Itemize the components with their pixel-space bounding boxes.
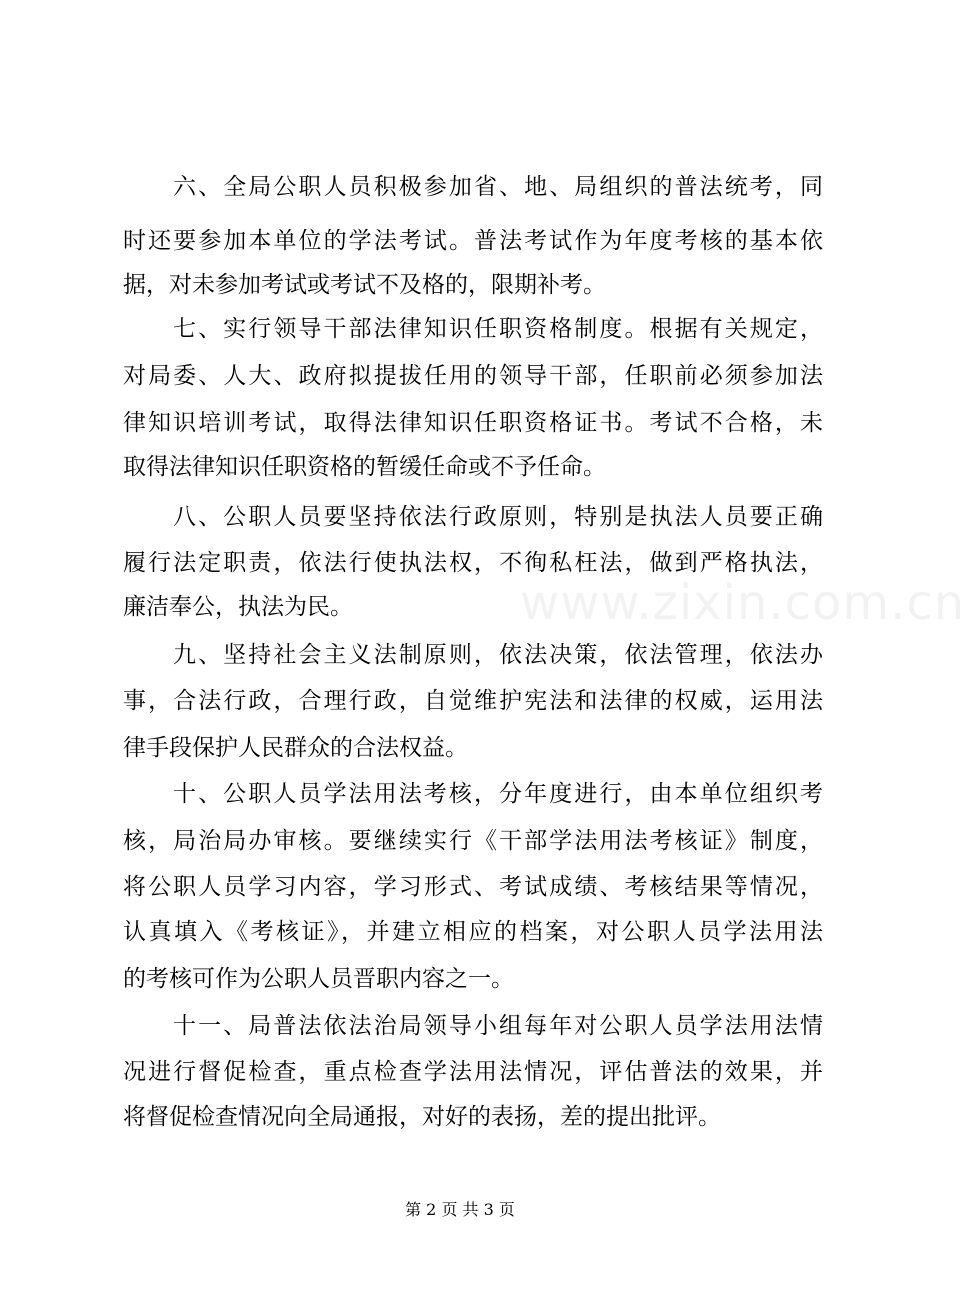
paragraph-line: 事，合法行政，合理行政，自觉维护宪法和法律的权威，运用法 bbox=[123, 688, 823, 714]
paragraph-line: 核，局治局办审核。要继续实行《干部学法用法考核证》制度， bbox=[123, 828, 823, 854]
watermark: www.zixin.com.cn bbox=[520, 575, 965, 631]
paragraph-line: 十、公职人员学法用法考核，分年度进行，由本单位组织考 bbox=[173, 781, 823, 807]
paragraph-line: 认真填入《考核证》，并建立相应的档案，对公职人员学法用法 bbox=[123, 919, 823, 945]
paragraph-line: 据，对未参加考试或考试不及格的，限期补考。 bbox=[123, 272, 606, 298]
paragraph-line: 十一、局普法依法治局领导小组每年对公职人员学法用法情 bbox=[173, 1013, 823, 1039]
paragraph-line: 况进行督促检查，重点检查学法用法情况，评估普法的效果，并 bbox=[123, 1059, 823, 1085]
paragraph-line: 履行法定职责，依法行使执法权，不徇私枉法，做到严格执法， bbox=[123, 550, 823, 576]
paragraph-line: 六、全局公职人员积极参加省、地、局组织的普法统考，同 bbox=[173, 174, 823, 200]
paragraph-line: 的考核可作为公职人员晋职内容之一。 bbox=[123, 966, 514, 992]
paragraph-line: 九、坚持社会主义法制原则，依法决策，依法管理，依法办 bbox=[173, 642, 823, 668]
paragraph-line: 律手段保护人民群众的合法权益。 bbox=[123, 735, 468, 761]
paragraph-line: 八、公职人员要坚持依法行政原则，特别是执法人员要正确 bbox=[173, 504, 823, 530]
paragraph-line: 将督促检查情况向全局通报，对好的表扬，差的提出批评。 bbox=[123, 1104, 721, 1130]
paragraph-line: 取得法律知识任职资格的暂缓任命或不予任命。 bbox=[123, 454, 606, 480]
paragraph-line: 廉洁奉公，执法为民。 bbox=[123, 594, 353, 620]
page-footer: 第 2 页 共 3 页 bbox=[405, 1200, 515, 1219]
paragraph-line: 对局委、人大、政府拟提拔任用的领导干部，任职前必须参加法 bbox=[123, 363, 823, 389]
paragraph-line: 将公职人员学习内容，学习形式、考试成绩、考核结果等情况， bbox=[123, 874, 823, 900]
paragraph-line: 时还要参加本单位的学法考试。普法考试作为年度考核的基本依 bbox=[123, 228, 823, 254]
paragraph-line: 律知识培训考试，取得法律知识任职资格证书。考试不合格，未 bbox=[123, 410, 823, 436]
paragraph-line: 七、实行领导干部法律知识任职资格制度。根据有关规定， bbox=[173, 316, 823, 342]
